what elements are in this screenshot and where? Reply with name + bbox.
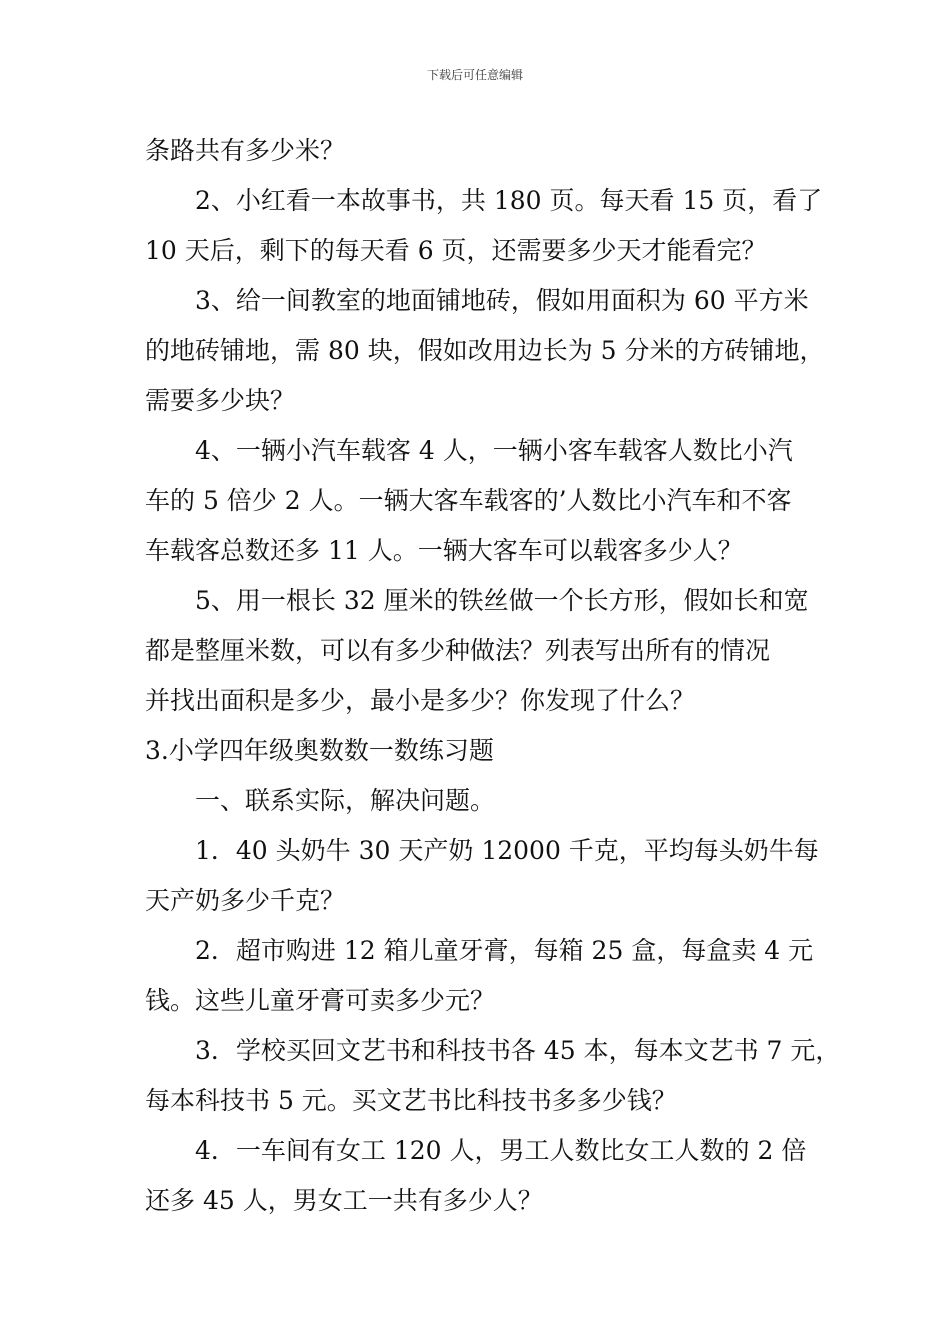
text-line: 4、一辆小汽车载客 4 人，一辆小客车载客人数比小汽 xyxy=(195,436,793,465)
text-line: 5、用一根长 32 厘米的铁丝做一个长方形，假如长和宽 xyxy=(195,586,809,615)
page-header: 下载后可任意编辑 xyxy=(426,68,523,82)
text-line: 3、给一间教室的地面铺地砖，假如用面积为 60 平方米 xyxy=(195,286,809,315)
text-line: 车的 5 倍少 2 人。一辆大客车载客的’人数比小汽车和不客 xyxy=(145,486,792,515)
text-line: 10 天后，剩下的每天看 6 页，还需要多少天才能看完？ xyxy=(145,236,767,265)
text-line: 2、小红看一本故事书，共 180 页。每天看 15 页，看了 xyxy=(195,186,823,215)
text-line: 3．学校买回文艺书和科技书各 45 本，每本文艺书 7 元， xyxy=(195,1036,841,1065)
text-line: 条路共有多少米？ xyxy=(145,136,346,165)
text-line: 的地砖铺地，需 80 块，假如改用边长为 5 分米的方砖铺地， xyxy=(145,336,825,365)
text-line: 并找出面积是多少，最小是多少？你发现了什么？ xyxy=(145,686,696,715)
text-line: 都是整厘米数，可以有多少种做法？列表写出所有的情况 xyxy=(145,636,771,665)
text-line: 车载客总数还多 11 人。一辆大客车可以载客多少人？ xyxy=(145,536,743,565)
section-subheading: 一、联系实际，解决问题。 xyxy=(195,786,496,815)
document-body xyxy=(145,126,841,1226)
text-line: 2．超市购进 12 箱儿童牙膏，每箱 25 盒，每盒卖 4 元 xyxy=(195,936,814,965)
text-line: 1．40 头奶牛 30 天产奶 12000 千克，平均每头奶牛每 xyxy=(195,836,819,865)
text-line: 天产奶多少千克？ xyxy=(145,886,346,915)
text-line: 每本科技书 5 元。买文艺书比科技书多多少钱？ xyxy=(145,1086,677,1115)
text-line: 4．一车间有女工 120 人，男工人数比女工人数的 2 倍 xyxy=(195,1136,807,1165)
text-line: 需要多少块？ xyxy=(145,386,296,415)
text-line: 还多 45 人，男女工一共有多少人？ xyxy=(145,1186,543,1215)
text-line: 钱。这些儿童牙膏可卖多少元？ xyxy=(145,986,496,1015)
section-heading: 3.小学四年级奥数数一数练习题 xyxy=(145,736,494,765)
